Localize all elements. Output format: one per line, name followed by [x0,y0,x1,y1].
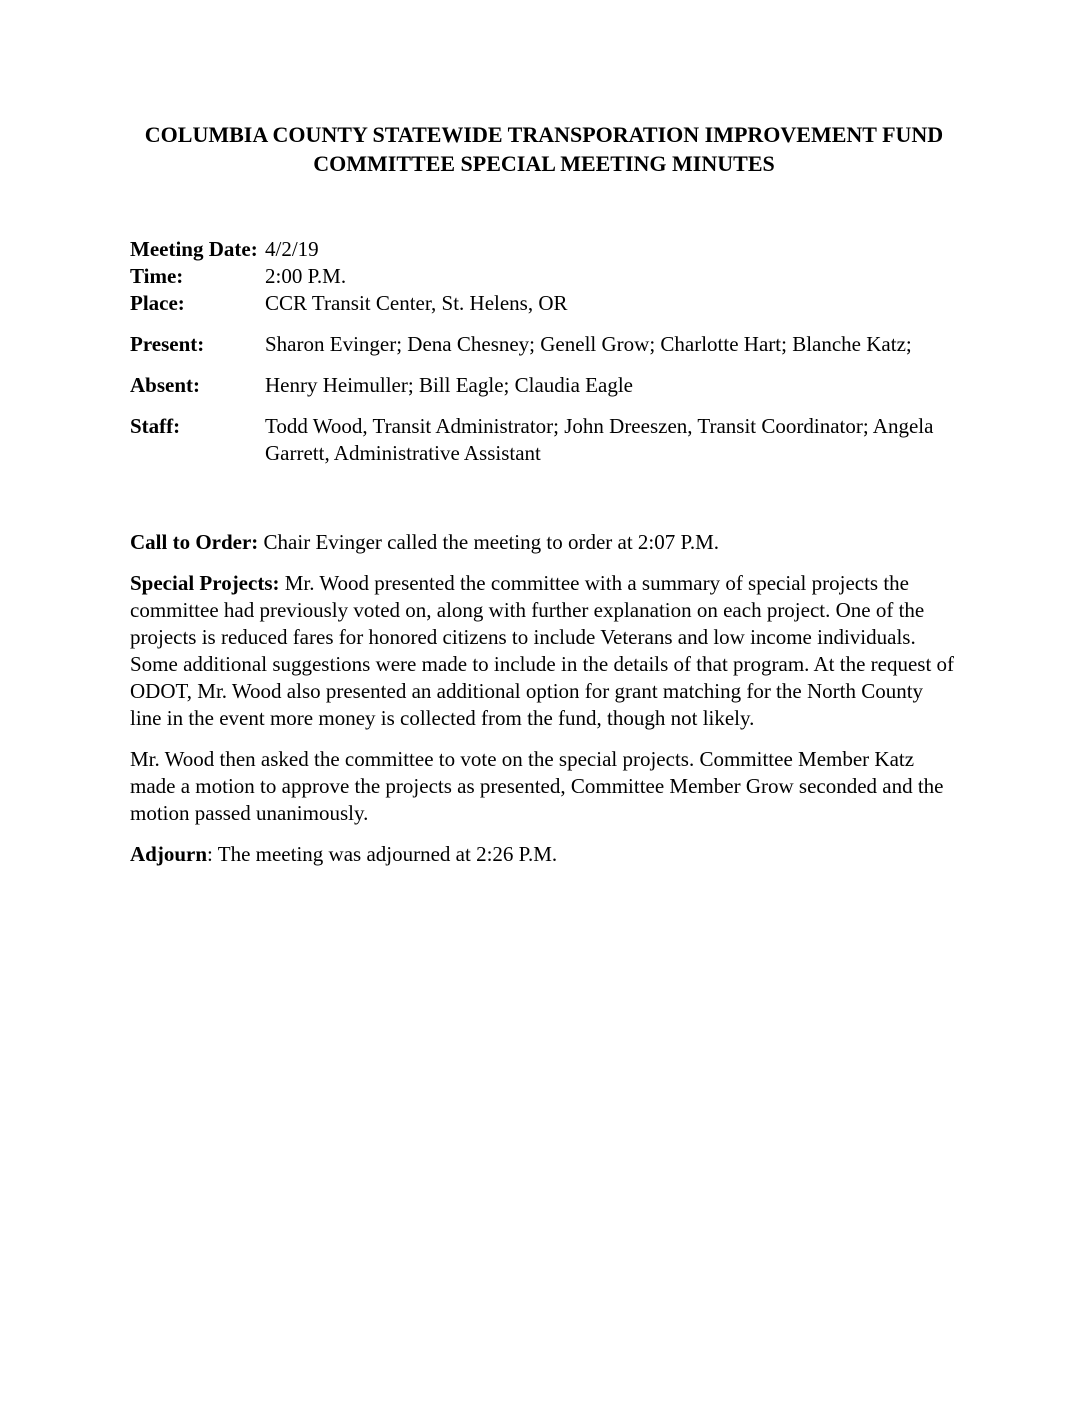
absent-label: Absent: [130,373,201,397]
adjourn-text: : The meeting was adjourned at 2:26 P.M. [207,842,558,866]
absent-value: Henry Heimuller; Bill Eagle; Claudia Eagle [265,373,633,397]
meeting-time-row [130,263,958,290]
adjourn-lead: Adjourn [130,842,208,866]
present-row [130,331,958,358]
document-title-line2: COMMITTEE SPECIAL MEETING MINUTES [313,151,775,176]
vote-paragraph [130,746,958,827]
vote-paragraph-text: Mr. Wood then asked the committee to vote on the special projects. Committee Member Katz made a motion to approve the projects as presented, Committee Member Grow seconded and the motion passed unanimously. [130,747,944,825]
special-projects-paragraph [130,570,958,732]
attendance-block [130,331,958,467]
special-projects-text: Mr. Wood presented the committee with a summary of special projects the committee had previously voted on, along with further explanation on each project. One of the projects is reduced fares for honored citizens to include Veterans and low income individuals. Some additional suggestions were made to include in the details of that program. At the request of ODOT, Mr. Wood also presented an additional option for grant matching for the North County line in the event more money is collected from the fund, though not likely. [130,571,955,730]
meeting-info-block [130,236,958,317]
staff-label: Staff: [130,414,181,438]
document-title [130,120,958,178]
present-value: Sharon Evinger; Dena Chesney; Genell Grow; Charlotte Hart; Blanche Katz; [265,332,912,356]
absent-row [130,372,958,399]
meeting-place-label: Place: [130,291,185,315]
meeting-place-value: CCR Transit Center, St. Helens, OR [265,291,568,315]
staff-row [130,413,958,467]
minutes-body [130,529,958,868]
call-to-order-paragraph [130,529,958,556]
call-to-order-text: Chair Evinger called the meeting to order at 2:07 P.M. [258,530,720,554]
meeting-date-row [130,236,958,263]
present-label: Present: [130,332,205,356]
meeting-place-row [130,290,958,317]
special-projects-lead: Special Projects: [130,571,280,595]
meeting-time-label: Time: [130,264,184,288]
document-title-line1: COLUMBIA COUNTY STATEWIDE TRANSPORATION IMPROVEMENT FUND [144,122,944,147]
staff-value: Todd Wood, Transit Administrator; John Dreeszen, Transit Coordinator; Angela Garrett, Administrative Assistant [265,414,934,465]
meeting-date-value: 4/2/19 [265,237,319,261]
meeting-time-value: 2:00 P.M. [265,264,347,288]
call-to-order-lead: Call to Order: [130,530,259,554]
adjourn-paragraph [130,841,958,868]
meeting-date-label: Meeting Date: [130,237,258,261]
